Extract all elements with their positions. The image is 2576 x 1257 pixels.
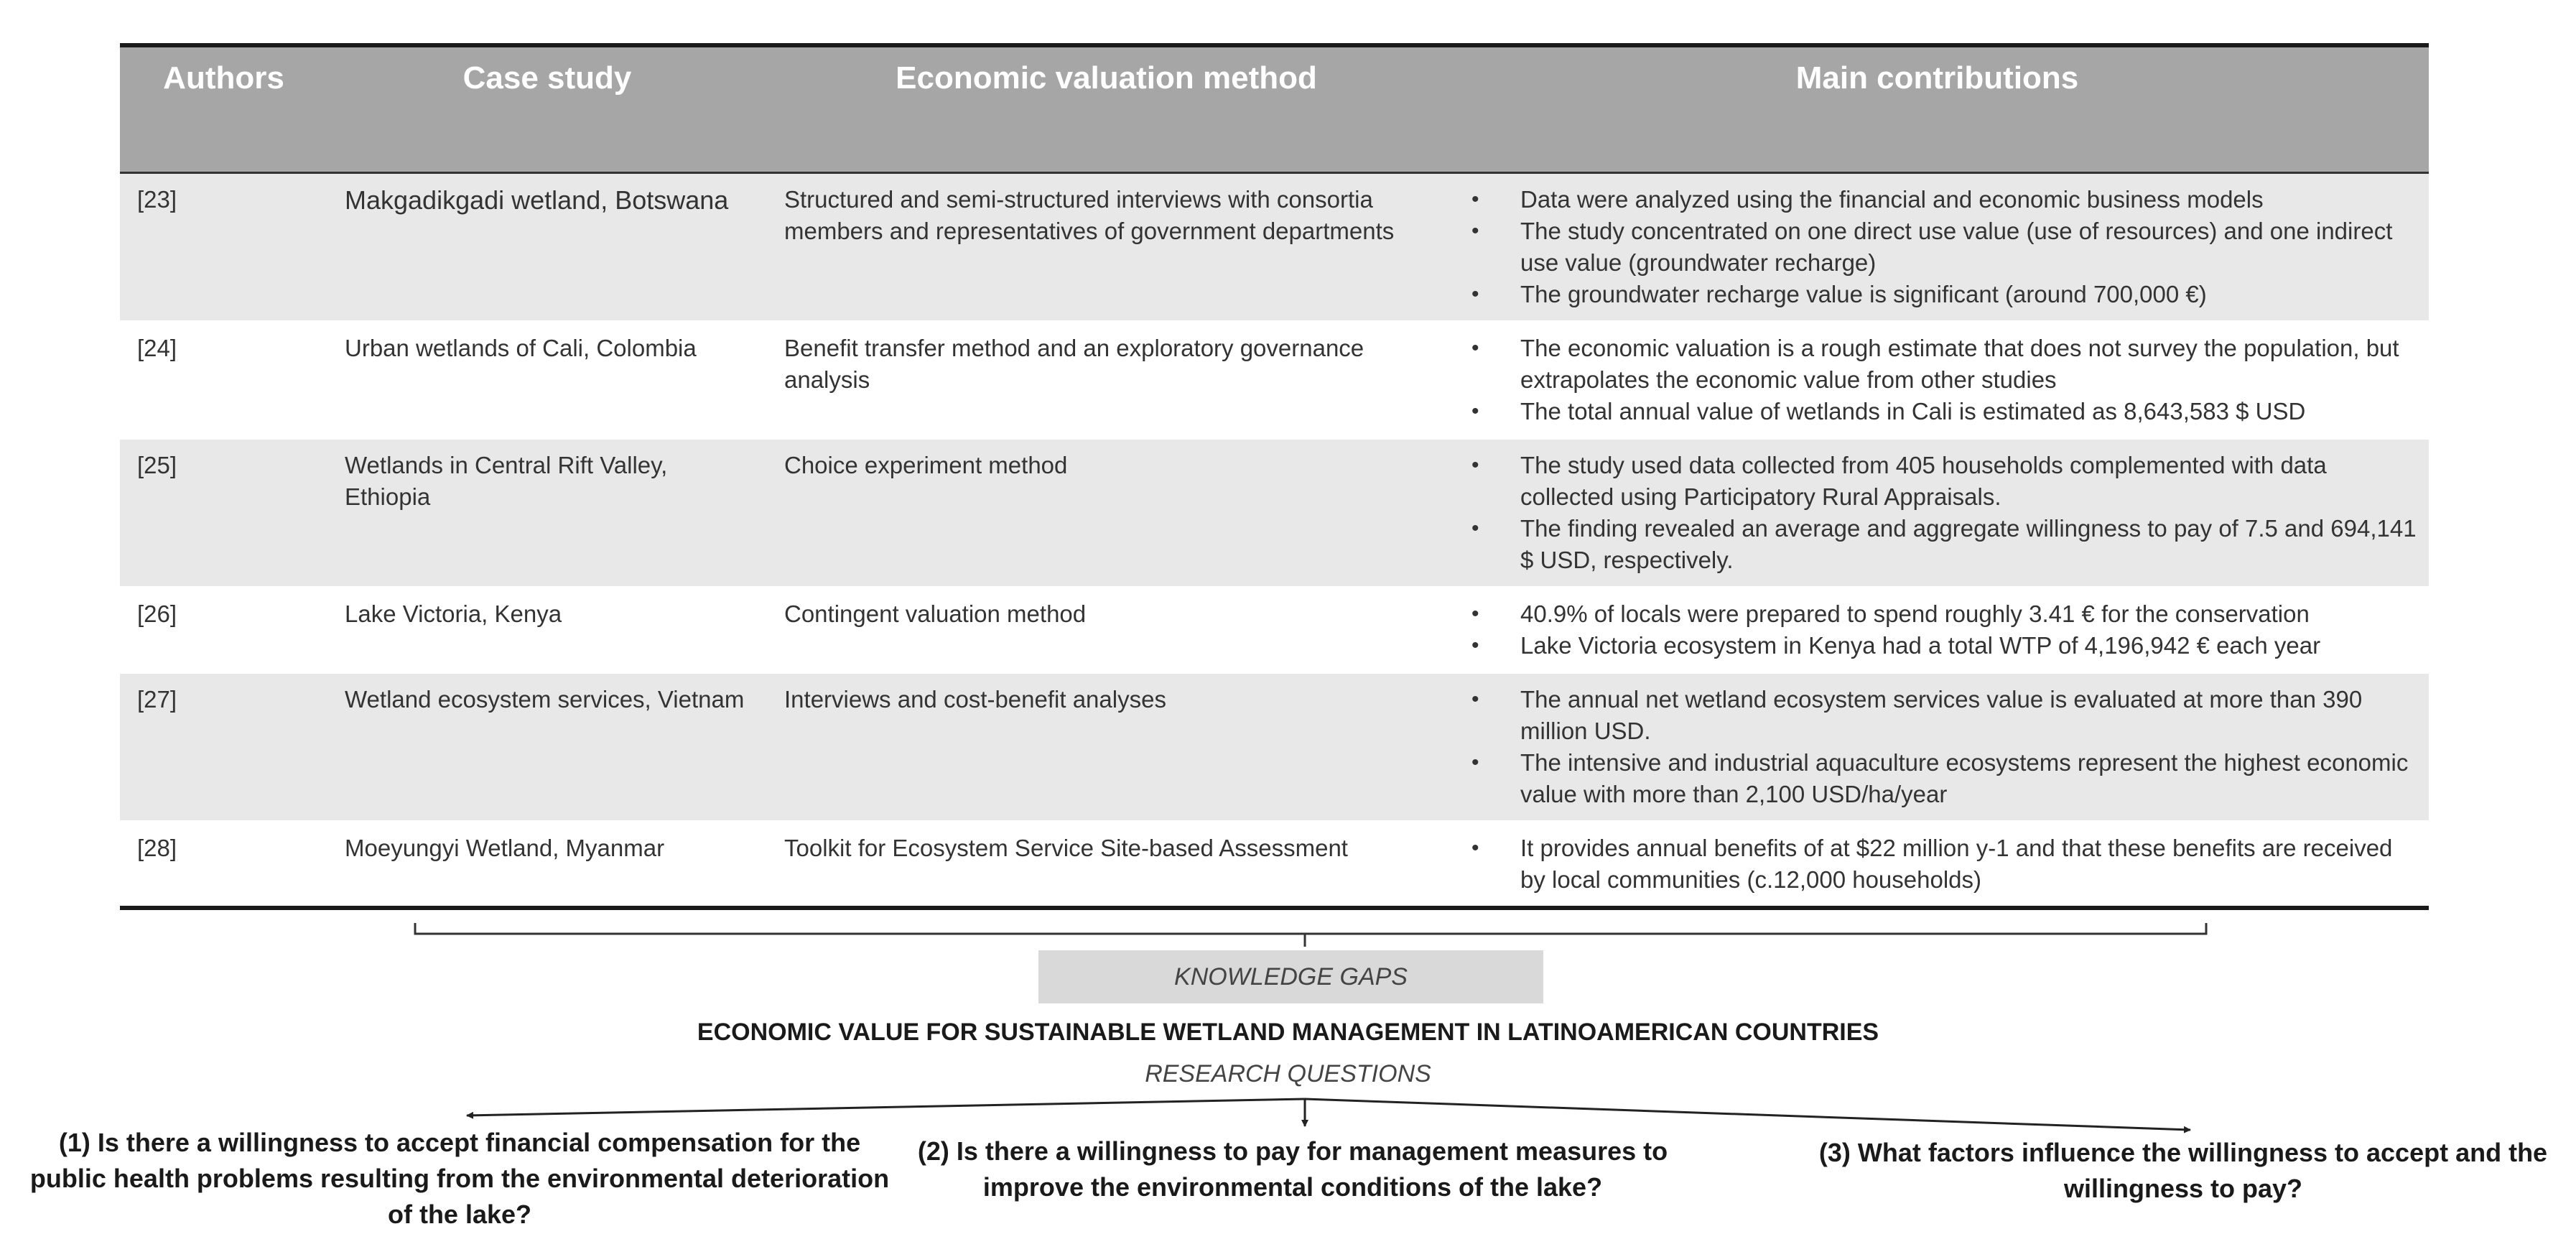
header-authors: Authors (120, 45, 327, 173)
contribution-item: • The study used data collected from 405 households complemented with data collected using Participatory Rural Appraisals. (1463, 450, 2419, 513)
summary-brace (415, 923, 2206, 947)
contribution-item: • The groundwater recharge value is significant (around 700,000 €) (1463, 279, 2419, 310)
cell-method: Toolkit for Ecosystem Service Site-based Assessment (767, 822, 1446, 909)
cell-author: [26] (120, 588, 327, 673)
cell-case-study: Moeyungyi Wetland, Myanmar (327, 822, 767, 909)
contribution-item: • The annual net wetland ecosystem services value is evaluated at more than 390 million USD. (1463, 684, 2419, 747)
contribution-item: • The economic valuation is a rough estimate that does not survey the population, but extrapolates the economic value from other studies (1463, 333, 2419, 396)
cell-case-study: Makgadikgadi wetland, Botswana (327, 173, 767, 322)
arrow-question-1 (467, 1099, 1305, 1115)
cell-case-study: Wetland ecosystem services, Vietnam (327, 673, 767, 822)
header-main-contributions: Main contributions (1446, 45, 2429, 173)
header-case-study: Case study (327, 45, 767, 173)
contribution-item: • The total annual value of wetlands in Cali is estimated as 8,643,583 $ USD (1463, 396, 2419, 427)
contribution-item: • Lake Victoria ecosystem in Kenya had a total WTP of 4,196,942 € each year (1463, 630, 2419, 662)
main-title: ECONOMIC VALUE FOR SUSTAINABLE WETLAND MANAGEMENT IN LATINOAMERICAN COUNTRIES (697, 1019, 1879, 1046)
cell-author: [27] (120, 673, 327, 822)
cell-case-study: Wetlands in Central Rift Valley, Ethiopia (327, 439, 767, 588)
header-valuation-method: Economic valuation method (767, 45, 1446, 173)
cell-author: [24] (120, 322, 327, 439)
contribution-item: • The study concentrated on one direct use value (use of resources) and one indirect use value (groundwater recharge) (1463, 215, 2419, 279)
contribution-item: • The intensive and industrial aquaculture ecosystems represent the highest economic value with more than 2,100 USD/ha/year (1463, 747, 2419, 810)
cell-author: [28] (120, 822, 327, 909)
cell-author: [23] (120, 173, 327, 322)
contribution-item: • Data were analyzed using the financial and economic business models (1463, 184, 2419, 215)
cell-author: [25] (120, 439, 327, 588)
cell-case-study: Lake Victoria, Kenya (327, 588, 767, 673)
contribution-item: • 40.9% of locals were prepared to spend roughly 3.41 € for the conservation (1463, 598, 2419, 630)
cell-method: Structured and semi-structured interviews with consortia members and representatives of government departments (767, 173, 1446, 322)
knowledge-gaps-label: KNOWLEDGE GAPS (1174, 963, 1408, 991)
cell-method: Interviews and cost-benefit analyses (767, 673, 1446, 822)
cell-case-study: Urban wetlands of Cali, Colombia (327, 322, 767, 439)
cell-method: Choice experiment method (767, 439, 1446, 588)
knowledge-gaps-box (1038, 950, 1543, 1003)
research-question-2: (2) Is there a willingness to pay for management measures to improve the environmental conditions of the lake? (917, 1136, 1668, 1202)
cell-method: Benefit transfer method and an exploratory governance analysis (767, 322, 1446, 439)
research-questions-label: RESEARCH QUESTIONS (1145, 1060, 1431, 1087)
cell-method: Contingent valuation method (767, 588, 1446, 673)
contribution-item: • The finding revealed an average and aggregate willingness to pay of 7.5 and 694,141 $ USD, respectively. (1463, 513, 2419, 576)
contribution-item: • It provides annual benefits of at $22 million y-1 and that these benefits are received by local communities (c.12,000 households) (1463, 832, 2419, 896)
arrow-question-3 (1305, 1099, 2190, 1130)
research-question-1: (1) Is there a willingness to accept financial compensation for the public health problems resulting from the environmental deterioration of the lake? (29, 1128, 890, 1229)
research-question-3: (3) What factors influence the willingness to accept and the willingness to pay? (1818, 1138, 2548, 1203)
